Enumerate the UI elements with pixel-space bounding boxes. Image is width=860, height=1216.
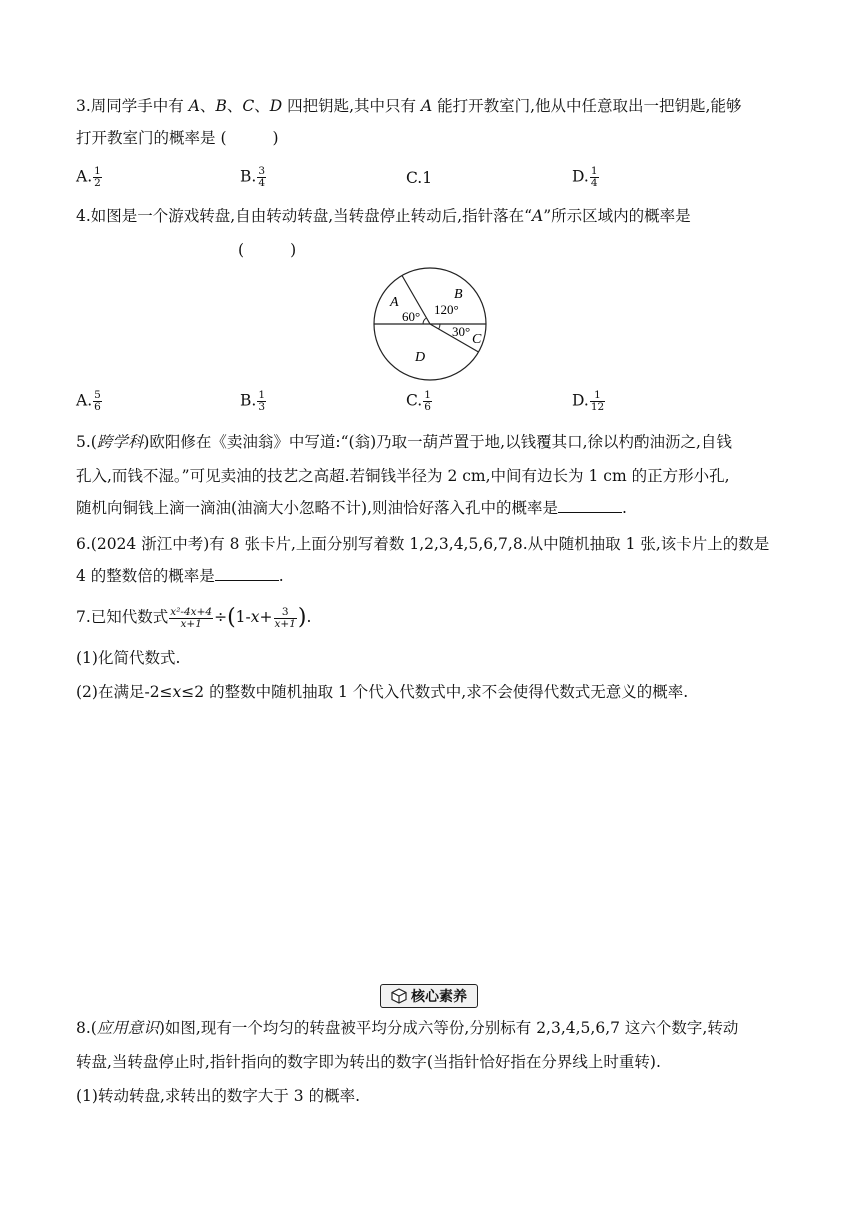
q8-line1: 8.(应用意识)如图,现有一个均匀的转盘被平均分成六等份,分别标有 2,3,4,5,6,7 这六个数字,转动 — [76, 1019, 739, 1037]
sector-c-label: C — [472, 332, 482, 347]
sector-b-label: B — [454, 287, 463, 302]
q8-line2: 转盘,当转盘停止时,指针指向的数字即为转出的数字(当指针恰好指在分界线上时重转). — [76, 1053, 661, 1071]
q5-line1: 5.(跨学科)欧阳修在《卖油翁》中写道:“(翁)乃取一葫芦置于地,以钱覆其口,徐以杓酌油沥之,自钱 — [76, 433, 732, 451]
q3-option-a: A. $\frac{1}{2}$ — [76, 165, 101, 189]
sector-d-label: D — [415, 350, 426, 365]
q8-part1: (1)转动转盘,求转出的数字大于 3 的概率. — [76, 1087, 361, 1105]
q4-option-a: A. $\frac{5}{6}$ — [76, 389, 101, 413]
spinner-figure — [368, 266, 492, 382]
q5-answer-blank[interactable] — [558, 498, 622, 513]
q3-option-b: B. $\frac{3}{4}$ — [240, 165, 266, 189]
q4-option-d: D. $\frac{1}{12}$ — [572, 389, 605, 413]
angle-60-label: 60° — [402, 309, 421, 324]
q4-line1: 4.如图是一个游戏转盘,自由转动转盘,当转盘停止转动后,指针落在“A”所示区域内的概率是 — [76, 207, 691, 225]
q6-answer-blank[interactable] — [215, 566, 279, 581]
badge-label: 核心素养 — [411, 989, 467, 1005]
q3-option-d: D. $\frac{1}{4}$ — [572, 165, 598, 189]
angle-120-label: 120° — [434, 302, 459, 317]
q7-part1: (1)化简代数式. — [76, 649, 181, 667]
sector-a-label: A — [390, 295, 399, 310]
q4-option-c: C. $\frac{1}{6}$ — [406, 389, 431, 413]
core-literacy-badge — [380, 984, 478, 1008]
q4-paren: ( ) — [238, 241, 297, 259]
q5-line2: 孔入,而钱不湿。”可见卖油的技艺之高超.若铜钱半径为 2 cm,中间有边长为 1 cm 的正方形小孔, — [76, 467, 730, 485]
q7-expression: 7.已知代数式 $\frac{\text{x²-4x+4}}{x+1}$ ÷(1-x+ $\frac{3}{x+1}$ ). — [76, 605, 312, 630]
q4-option-b: B. $\frac{1}{3}$ — [240, 389, 266, 413]
q7-part2: (2)在满足-2≤x≤2 的整数中随机抽取 1 个代入代数式中,求不会使得代数式无意义的概率. — [76, 683, 689, 701]
cube-icon — [391, 988, 407, 1004]
q6-line1: 6.(2024 浙江中考)有 8 张卡片,上面分别写着数 1,2,3,4,5,6,7,8.从中随机抽取 1 张,该卡片上的数是 — [76, 535, 770, 553]
q3-option-c: C.1 — [406, 169, 433, 187]
q3-line1: 3.周同学手中有 A、B、C、D 四把钥匙,其中只有 A 能打开教室门,他从中任意取出一把钥匙,能够 — [76, 97, 742, 115]
q3-line2: 打开教室门的概率是 ( ) — [76, 129, 279, 147]
q5-line3: 随机向铜钱上滴一滴油(油滴大小忽略不计),则油恰好落入孔中的概率是 . — [76, 499, 627, 517]
q6-line2: 4 的整数倍的概率是 . — [76, 567, 284, 585]
angle-30-label: 30° — [452, 324, 471, 339]
